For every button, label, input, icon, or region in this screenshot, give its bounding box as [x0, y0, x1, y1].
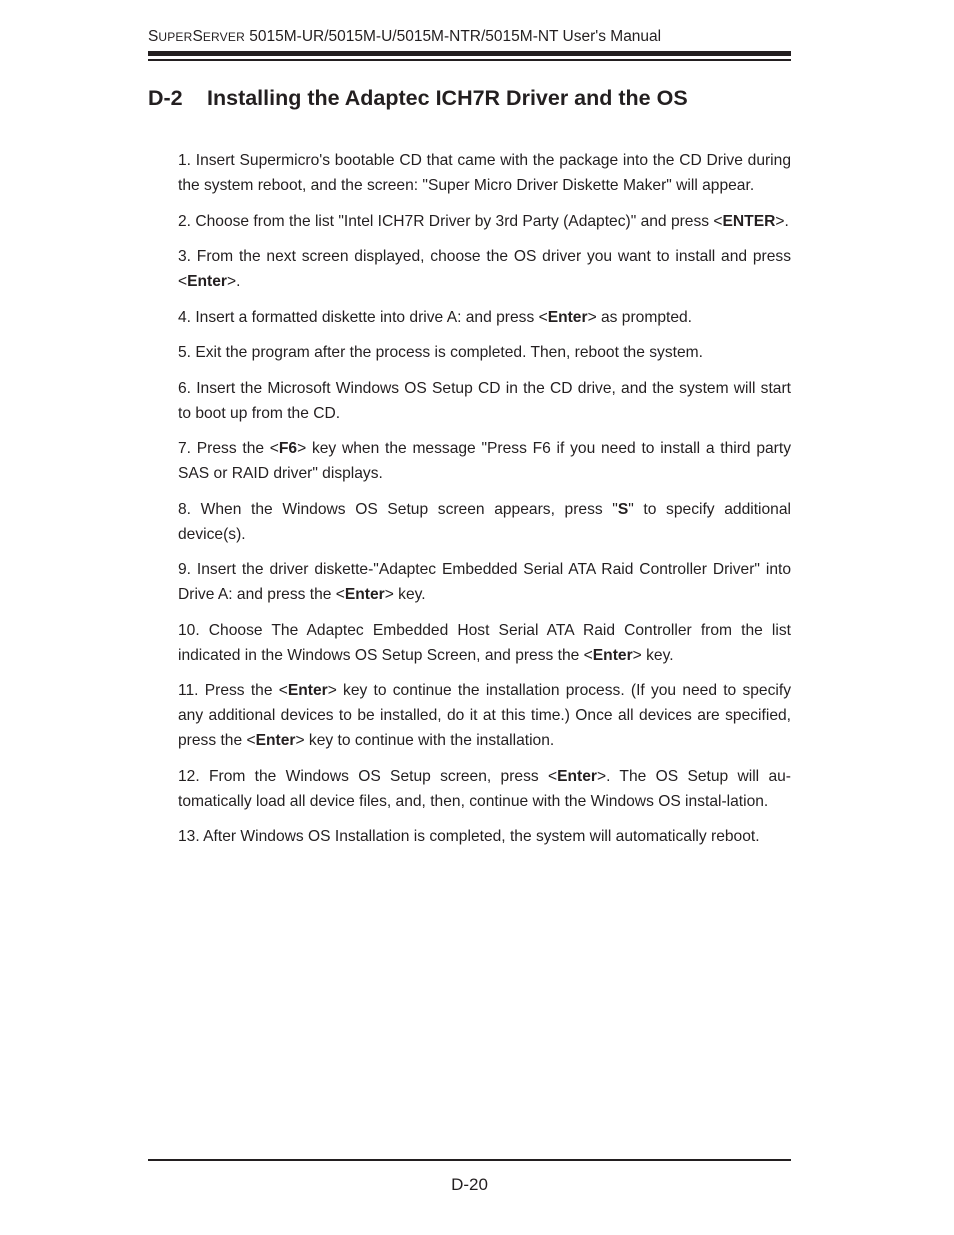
- step-text: 1. Insert Supermicro's bootable CD that came with the package into the CD Drive during the system reboot, and the screen: "Super Micro Driver Diskette Maker" will appear.: [178, 152, 791, 194]
- step-text: > key to continue with the installation.: [295, 732, 555, 749]
- step-key: Enter: [557, 767, 597, 785]
- step-text: 4. Insert a formatted diskette into drive A: and press <: [178, 308, 548, 326]
- step-key: Enter: [344, 586, 385, 603]
- page-number: D-20: [451, 1175, 488, 1194]
- step-text: >.: [775, 212, 789, 230]
- running-header: [148, 27, 791, 47]
- header-rule-thick: [148, 51, 791, 56]
- step-text: 2. Choose from the list "Intel ICH7R Driver by 3rd Party (Adaptec)" and press <: [178, 212, 723, 230]
- step-item: [178, 497, 791, 547]
- step-item: [178, 764, 791, 814]
- steps-list: [178, 148, 791, 860]
- step-key: F6: [278, 440, 298, 457]
- step-text: > key.: [632, 646, 674, 664]
- step-text: 7. Press the <: [178, 440, 279, 457]
- step-key: Enter: [187, 273, 227, 290]
- step-text: > key when the message "Press F6 if you need to install a third party SAS or RAID driver" displays.: [178, 440, 791, 482]
- step-text: 8. When the Windows OS Setup screen appears, press ": [178, 500, 618, 518]
- step-item: [178, 340, 791, 365]
- header-small-1: UPER: [158, 30, 193, 44]
- header-rule-thin: [148, 59, 791, 61]
- section-number: D-2: [148, 86, 183, 110]
- section-title: Installing the Adaptec ICH7R Driver and the OS: [207, 86, 688, 110]
- header-small-2: ERVER: [202, 30, 245, 44]
- step-text: 9. Insert the driver diskette-"Adaptec Embedded Serial ATA Raid Controller Driver" into Drive A: and press the <: [178, 561, 791, 603]
- step-item: [178, 824, 791, 849]
- step-item: [178, 244, 791, 294]
- step-key: S: [617, 500, 629, 518]
- step-key: Enter: [547, 308, 588, 326]
- step-key: Enter: [255, 732, 296, 749]
- step-text: >. The OS Setup will au-tomatically load all device files, and, then, continue with the Windows OS instal-lation.: [178, 767, 791, 810]
- step-text: 5. Exit the program after the process is completed. Then, reboot the system.: [178, 344, 703, 361]
- step-text: " to specify additional device(s).: [178, 500, 791, 543]
- step-text: 6. Insert the Microsoft Windows OS Setup CD in the CD drive, and the system will start to boot up from the CD.: [178, 379, 791, 422]
- step-item: [178, 209, 791, 234]
- step-key: Enter: [287, 682, 328, 699]
- step-item: [178, 436, 791, 486]
- step-text: 3. From the next screen displayed, choose the OS driver you want to install and press <: [178, 248, 791, 290]
- section-heading: [148, 84, 688, 112]
- step-item: [178, 678, 791, 753]
- step-key: Enter: [592, 646, 633, 664]
- header-cap-2: S: [192, 28, 203, 45]
- header-cap-1: S: [148, 28, 159, 45]
- step-item: [178, 557, 791, 607]
- step-item: [178, 305, 791, 330]
- step-text: > key to continue the installation process. (If you need to specify any additional devices to be installed, do it at this time.) Once all devices are specified, press the <: [178, 682, 791, 749]
- step-item: [178, 376, 791, 426]
- footer-rule: [148, 1159, 791, 1161]
- step-item: [178, 618, 791, 668]
- step-text: 10. Choose The Adaptec Embedded Host Serial ATA Raid Controller from the list indicated in the Windows OS Setup Screen, and press the <: [178, 621, 791, 664]
- header-title-rest: 5015M-UR/5015M-U/5015M-NTR/5015M-NT User's Manual: [244, 28, 662, 45]
- step-text: 11. Press the <: [178, 682, 288, 699]
- step-item: [178, 148, 791, 198]
- step-text: 12. From the Windows OS Setup screen, press <: [178, 767, 558, 785]
- step-text: 13. After Windows OS Installation is completed, the system will automatically reboot.: [178, 828, 760, 845]
- step-text: > as prompted.: [587, 308, 693, 326]
- step-text: >.: [226, 273, 241, 290]
- step-text: > key.: [384, 586, 426, 603]
- step-key: ENTER: [722, 212, 776, 230]
